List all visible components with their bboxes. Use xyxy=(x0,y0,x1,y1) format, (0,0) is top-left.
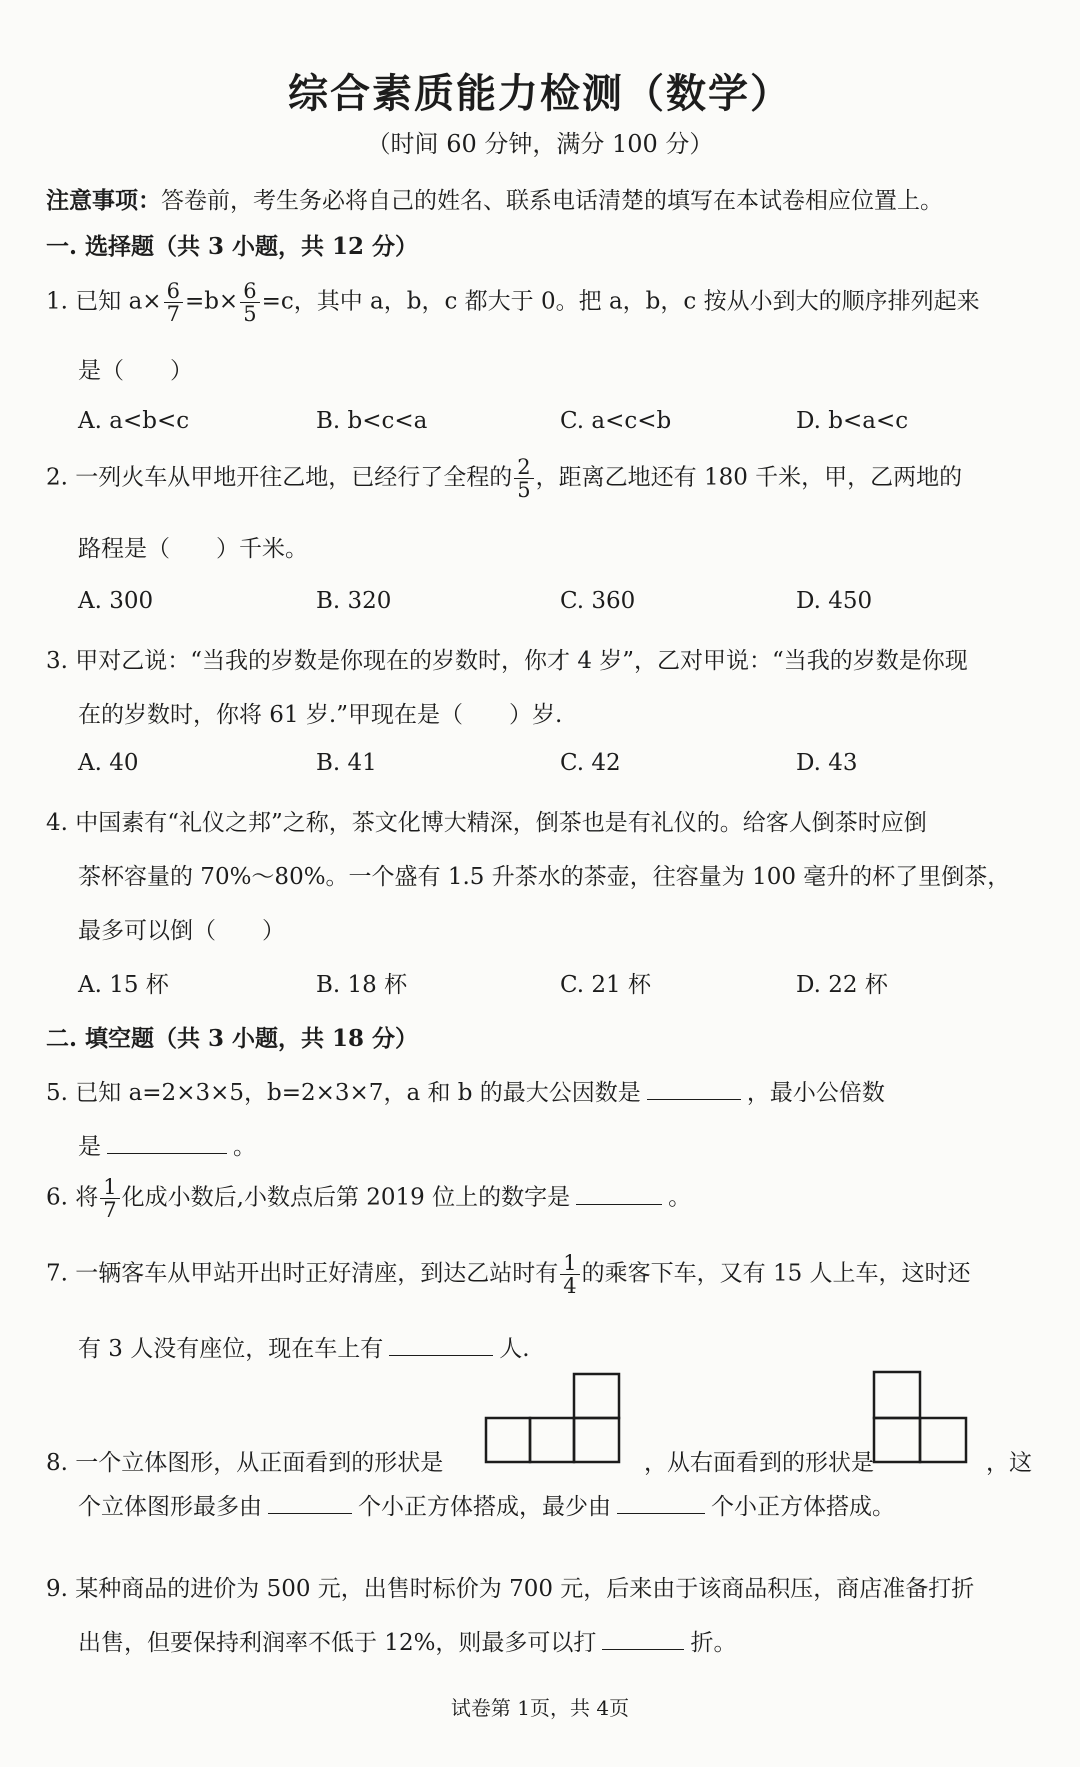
q4-option-a: A. 15 杯 xyxy=(78,972,169,998)
q9-text-b: 出售，但要保持利润率不低于 12%，则最多可以打 xyxy=(78,1630,597,1656)
section-2-title: 二. 填空题（共 3 小题，共 18 分） xyxy=(46,1025,419,1052)
q8-text-c: ，这 xyxy=(986,1450,1032,1476)
q6-text-c: 。 xyxy=(668,1184,692,1211)
q4-option-c: C. 21 杯 xyxy=(560,972,651,998)
question-number: 2. xyxy=(46,464,68,491)
question-8-line-1 xyxy=(46,1444,443,1477)
front-view-figure xyxy=(484,1372,622,1464)
question-4-line-3: 最多可以倒（ ） xyxy=(78,918,285,944)
question-4-line-1 xyxy=(46,804,927,837)
question-number: 9. xyxy=(46,1576,68,1602)
q3-option-b: B. 41 xyxy=(316,750,377,776)
fraction xyxy=(240,280,259,325)
fraction-numerator: 6 xyxy=(240,280,259,303)
question-4-line-2: 茶杯容量的 70%～80%。一个盛有 1.5 升茶水的茶壶，往容量为 100 毫升的杯了里倒茶， xyxy=(78,864,1011,890)
right-view-square xyxy=(874,1372,920,1418)
q2-text-a: 一列火车从甲地开往乙地，已经行了全程的 xyxy=(75,464,513,491)
question-number: 4. xyxy=(46,810,68,836)
q9-text: 某种商品的进价为 500 元，出售时标价为 700 元，后来由于该商品积压，商店准备打折 xyxy=(75,1576,975,1602)
answer-blank[interactable] xyxy=(602,1648,684,1650)
question-6-line-1 xyxy=(46,1176,691,1221)
q6-text-a: 将 xyxy=(75,1184,99,1211)
question-number: 1. xyxy=(46,288,68,315)
question-5-line-1 xyxy=(46,1074,885,1107)
page-footer: 试卷第 1页，共 4页 xyxy=(450,1696,630,1720)
right-view-figure xyxy=(872,1370,968,1464)
right-view-square xyxy=(874,1418,920,1462)
question-number: 6. xyxy=(46,1184,68,1211)
front-view-square xyxy=(574,1374,619,1418)
fraction-numerator: 1 xyxy=(100,1176,119,1199)
q4-option-b: B. 18 杯 xyxy=(316,972,408,998)
page-title: 综合素质能力检测（数学） xyxy=(288,70,792,117)
question-number: 8. xyxy=(46,1450,68,1476)
q2-option-c: C. 360 xyxy=(560,588,636,614)
question-7-line-1 xyxy=(46,1252,971,1297)
question-number: 7. xyxy=(46,1260,68,1287)
q4-text: 中国素有“礼仪之邦”之称，茶文化博大精深，倒茶也是有礼仪的。给客人倒茶时应倒 xyxy=(75,810,927,836)
q4-option-d: D. 22 杯 xyxy=(796,972,888,998)
q2-option-d: D. 450 xyxy=(796,588,873,614)
q1-option-b: B. b<c<a xyxy=(316,408,428,434)
fraction xyxy=(560,1252,579,1297)
q7-text-c: 有 3 人没有座位，现在车上有 xyxy=(78,1336,384,1362)
q3-option-a: A. 40 xyxy=(78,750,139,776)
q5-text-a: 已知 a=2×3×5，b=2×3×7，a 和 b 的最大公因数是 xyxy=(75,1080,641,1106)
question-9-line-1 xyxy=(46,1570,974,1603)
q3-option-d: D. 43 xyxy=(796,750,858,776)
front-view-square xyxy=(574,1418,619,1462)
fraction-denominator: 5 xyxy=(517,478,531,503)
answer-blank[interactable] xyxy=(647,1098,741,1100)
q8-text-b: ，从右面看到的形状是 xyxy=(644,1450,874,1476)
fraction-numerator: 6 xyxy=(164,280,183,303)
fraction xyxy=(100,1176,119,1221)
q1-text-a: 已知 a× xyxy=(75,288,162,315)
question-1-line-1 xyxy=(46,280,980,325)
answer-blank[interactable] xyxy=(389,1354,493,1356)
question-1-line-2: 是（ ） xyxy=(78,358,193,384)
q1-text-b: =b× xyxy=(184,288,239,315)
q1-text-c: =c，其中 a，b，c 都大于 0。把 a，b，c 按从小到大的顺序排列起来 xyxy=(261,288,980,315)
fraction-numerator: 1 xyxy=(560,1252,579,1275)
answer-blank[interactable] xyxy=(268,1512,352,1514)
q7-text-a: 一辆客车从甲站开出时正好清座，到达乙站时有 xyxy=(75,1260,559,1287)
q1-option-d: D. b<a<c xyxy=(796,408,909,434)
notice-label: 注意事项： xyxy=(46,187,161,214)
fraction xyxy=(514,456,533,501)
q3-text: 甲对乙说：“当我的岁数是你现在的岁数时，你才 4 岁”，乙对甲说：“当我的岁数是你现 xyxy=(75,648,968,674)
question-number: 3. xyxy=(46,648,68,674)
section-1-title: 一. 选择题（共 3 小题，共 12 分） xyxy=(46,233,419,260)
right-view-square xyxy=(920,1418,966,1462)
fraction xyxy=(164,280,183,325)
q7-text-b: 的乘客下车，又有 15 人上车，这时还 xyxy=(581,1260,971,1287)
front-view-square xyxy=(530,1418,574,1462)
q2-option-a: A. 300 xyxy=(78,588,154,614)
answer-blank[interactable] xyxy=(576,1203,662,1205)
fraction-denominator: 7 xyxy=(166,302,180,327)
q2-option-b: B. 320 xyxy=(316,588,392,614)
question-5-line-2 xyxy=(78,1128,256,1161)
q5-text-b: ，最小公倍数 xyxy=(746,1080,885,1106)
page-subtitle: （时间 60 分钟，满分 100 分） xyxy=(366,130,714,158)
question-3-line-2: 在的岁数时，你将 61 岁.”甲现在是（ ）岁. xyxy=(78,702,563,728)
question-2-line-2: 路程是（ ）千米。 xyxy=(78,536,308,562)
q1-option-a: A. a<b<c xyxy=(78,408,190,434)
answer-blank[interactable] xyxy=(617,1512,705,1514)
q8-text-a: 一个立体图形，从正面看到的形状是 xyxy=(75,1450,444,1476)
q3-option-c: C. 42 xyxy=(560,750,621,776)
q5-text-d: 。 xyxy=(233,1134,256,1160)
notice xyxy=(46,182,943,215)
question-7-line-2 xyxy=(78,1330,530,1363)
fraction-denominator: 4 xyxy=(563,1274,577,1299)
q5-text-c: 是 xyxy=(78,1134,101,1160)
fraction-denominator: 7 xyxy=(103,1198,117,1223)
question-2-line-1 xyxy=(46,456,962,501)
q6-text-b: 化成小数后,小数点后第 2019 位上的数字是 xyxy=(121,1184,571,1211)
question-3-line-1 xyxy=(46,642,968,675)
question-number: 5. xyxy=(46,1080,68,1106)
question-8-line-2 xyxy=(78,1488,895,1521)
front-view-square xyxy=(486,1418,530,1462)
question-9-line-2 xyxy=(78,1624,736,1657)
q8-text-e: 个小正方体搭成，最少由 xyxy=(358,1494,611,1520)
q9-text-c: 折。 xyxy=(690,1630,737,1656)
q8-text-d: 个立体图形最多由 xyxy=(78,1494,262,1520)
notice-text: 答卷前，考生务必将自己的姓名、联系电话清楚的填写在本试卷相应位置上。 xyxy=(161,188,943,214)
q2-text-b: ，距离乙地还有 180 千米，甲，乙两地的 xyxy=(535,464,963,491)
q8-text-f: 个小正方体搭成。 xyxy=(711,1494,895,1520)
fraction-numerator: 2 xyxy=(514,456,533,479)
q1-option-c: C. a<c<b xyxy=(560,408,672,434)
fraction-denominator: 5 xyxy=(243,302,257,327)
answer-blank[interactable] xyxy=(107,1152,227,1154)
q7-text-d: 人. xyxy=(499,1336,530,1362)
